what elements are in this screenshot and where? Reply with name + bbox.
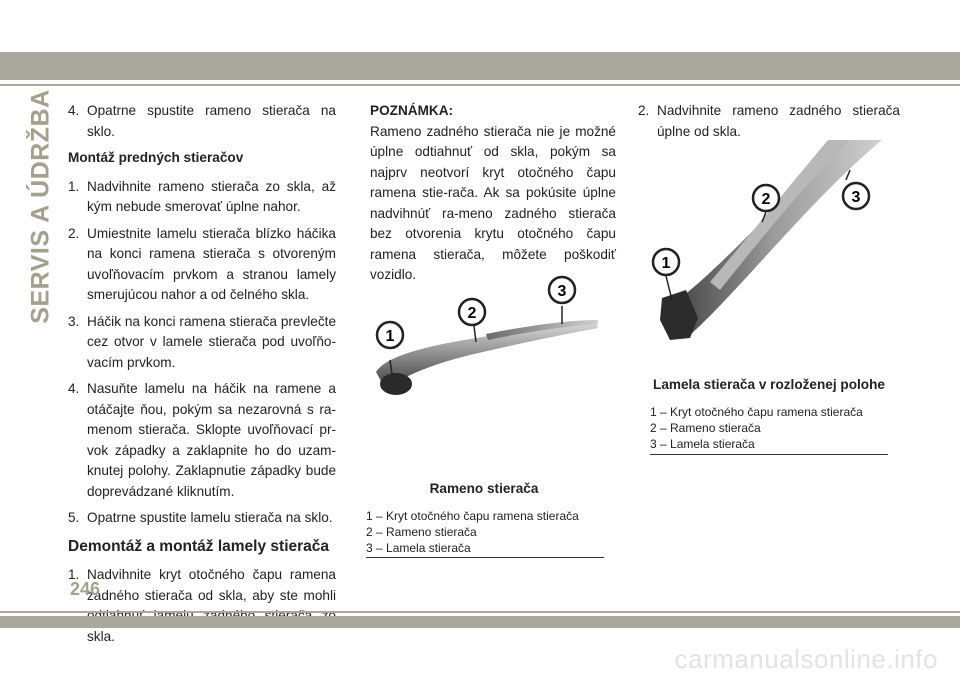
header-band [0,52,960,80]
callout-3 [549,277,575,303]
step-item [68,508,336,529]
svg-text:2: 2 [761,191,771,208]
step-item [68,177,336,218]
section-tab-label: SERVIS A ÚDRŽBA [26,88,55,324]
step-number: 2. [68,225,80,241]
svg-text:3: 3 [557,283,567,300]
figure-caption: Lamela stierača v rozloženej polohe [653,377,885,392]
svg-text:1: 1 [661,255,671,272]
step-number: 5. [68,510,80,525]
step-item [638,101,900,142]
step-item [68,379,336,502]
step-number: 4. [68,103,80,118]
legend-item: 2 – Rameno stierača [366,525,477,539]
note-title: POZNÁMKA: [370,103,454,118]
figure-legend [366,508,606,556]
step-item [68,224,336,306]
wiper-arm-illustration [366,272,606,406]
step-number: 3. [68,313,80,329]
legend-item: 1 – Kryt otočného čapu ramena stierača [650,405,863,419]
step-number: 1. [68,567,80,582]
header-rule [0,84,960,86]
callout-1 [377,322,403,348]
step-item [68,101,336,142]
step-text: Nadvihnite rameno stierača zo skla, až kým nebude smerovať úplne nahor. [87,178,336,214]
step-text: Nadvihnite kryt otočného čapu ramena zadného stierača od skla, aby ste mohli skla. [87,567,336,644]
column-left [68,101,336,653]
step-number: 2. [638,103,650,118]
callout-3 [843,183,869,209]
note-text: Rameno zadného stierača nie je možné úplne odtiahnuť od skla, pokým sa najprv neotvorí kryt otočného čapu ramena stie-rača. Ak sa pokúsite úplne nadvihnúť ra-meno zadného stierača bez otvorenia krytu otočného čapu ramena stierača, môžete poškodiť vozidlo. [370,123,616,282]
step-item [68,565,336,647]
pivot-cap-shape [380,373,412,395]
step-number: 4. [68,381,80,396]
svg-text:2: 2 [467,305,477,322]
watermark: carmanualsonline.info [674,644,938,674]
section-heading: Demontáž a montáž lamely stierača [68,537,330,555]
legend-rule [650,454,888,455]
step-item [68,312,336,374]
svg-text:1: 1 [385,328,395,345]
step-text: Nasuňte lamelu na háčik na ramene a otáčajte ňou, pokým sa nezarovná s ra-menom stierača. Sklopte uvoľňovací pr-vok západky a zaklapnite ho do uzam-knutej polohy. Zaklapnutie západky bude doprevádzané kliknutím. [87,381,336,499]
subheading: Montáž predných stieračov [68,150,244,165]
step-text: Háčik na konci ramena stierača prevlečte cez otvor v lamele stierača pod uvoľňo-vacím prvkom. [87,313,336,370]
step-text: Opatrne spustite rameno stierača na sklo. [87,103,336,139]
callout-2 [459,299,485,325]
footer-band [0,616,960,628]
legend-item: 3 – Lamela stierača [366,541,471,555]
step-text: Nadvihnite rameno zadného stierača úplne od skla. [657,103,900,139]
step-number: 1. [68,178,80,194]
legend-item: 1 – Kryt otočného čapu ramena stierača [366,509,579,523]
wiper-arm-shape [661,140,882,335]
figure-caption: Rameno stierača [429,481,539,496]
legend-rule [366,557,604,558]
legend-item: 3 – Lamela stierača [650,437,755,451]
legend-item: 2 – Rameno stierača [650,421,761,435]
section-tab [26,88,55,324]
figure-legend [650,404,890,452]
callout-1 [653,249,679,275]
step-text: Opatrne spustite lamelu stierača na sklo. [87,510,333,525]
step-text: Umiestnite lamelu stierača blízko háčika na konci ramena stierača s otvoreným uvoľňovacím prvkom a stranou lamely smerujúcou nahor a od čelného skla. [87,225,336,302]
footer-rule [0,611,960,613]
svg-text:3: 3 [851,189,861,206]
raised-wiper-illustration [650,140,888,365]
page-number: 246 [70,579,101,599]
column-middle [370,101,616,286]
callout-2 [753,185,779,211]
